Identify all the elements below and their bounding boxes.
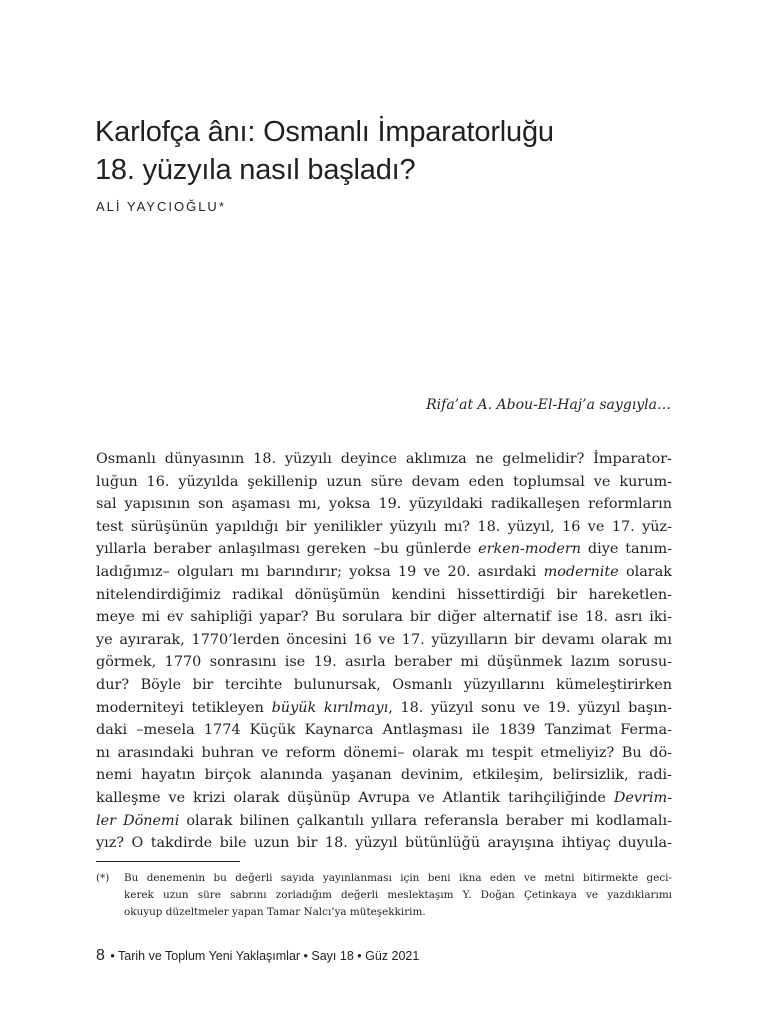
italic-term: Devrim-	[613, 789, 672, 806]
page-number: 8	[96, 947, 105, 964]
body-line: ye ayırarak, 1770’lerden öncesini 16 ve 17. yüzyılların bir devamı olarak mı	[96, 631, 672, 648]
body-text-run: kalleşme ve krizi olarak düşünüp Avrupa ve Atlantik tarihçiliğinde	[96, 789, 614, 806]
footnote-text	[124, 870, 672, 921]
footnote-line: okuyup düzeltmeler yapan Tamar Nalcı’ya müteşekkirim.	[124, 906, 426, 918]
body-paragraph	[96, 448, 672, 855]
article-title-line-2: 18. yüzyıla nasıl başladı?	[95, 154, 416, 186]
body-line	[96, 810, 672, 833]
body-line: nitelendirdiğimiz radikal dönüşümün kendini hissettirdiği bir hareketlen-	[96, 586, 672, 603]
author-name: ALİ YAYCIOĞLU*	[96, 199, 226, 214]
body-line	[96, 561, 672, 584]
body-line: test sürüşünün yapıldığı bir yenilikler yüzyılı mı? 18. yüzyıl, 16 ve 17. yüz-	[96, 518, 672, 535]
body-line: daki –mesela 1774 Küçük Kaynarca Antlaşması ile 1839 Tanzimat Ferma-	[96, 722, 672, 739]
body-text-run: , 18. yüzyıl sonu ve 19. yüzyıl başın-	[388, 699, 673, 716]
dedication: Rifa’at A. Abou-El-Haj’a saygıyla…	[426, 397, 671, 413]
body-text-run: olarak bilinen çalkantılı yıllara referansla beraber mi kodlamalı-	[179, 812, 672, 829]
italic-term: modernite	[543, 563, 619, 580]
footnote-line: kerek uzun süre sabrını zorladığım değerli meslektaşım Y. Doğan Çetinkaya ve yazdıklarımı	[124, 889, 672, 901]
footnote-divider	[96, 861, 240, 862]
body-line: luğun 16. yüzyılda şekillenip uzun süre devam eden toplumsal ve kurum-	[96, 473, 672, 490]
body-line	[96, 697, 672, 720]
body-line	[96, 538, 672, 561]
body-text-run: yıllarla beraber anlaşılması gereken –bu günlerde	[96, 541, 479, 558]
body-line: nemi hayatın birçok alanında yaşanan devinim, etkileşim, belirsizlik, radi-	[96, 767, 672, 784]
body-line: yız? O takdirde bile uzun bir 18. yüzyıl bütünlüğü arayışına ihtiyaç duyula-	[96, 835, 672, 852]
body-line: sal yapısının son aşaması mı, yoksa 19. yüzyıldaki radikalleşen reformların	[96, 496, 672, 513]
body-line: nı arasındaki buhran ve reform dönemi– olarak mı tespit etmeliyiz? Bu dö-	[96, 744, 672, 761]
footnote-line: Bu denemenin bu değerli sayıda yayınlanması için beni ikna eden ve metni bitirmekte geci-	[124, 872, 672, 884]
body-text-run: diye tanım-	[581, 541, 672, 558]
italic-term: büyük kırılmayı	[271, 699, 389, 716]
article-title	[95, 113, 695, 189]
body-line: dur? Böyle bir tercihte bulunursak, Osmanlı yüzyıllarını kümeleştirirken	[96, 676, 672, 693]
footnote-marker: (*)	[96, 872, 110, 884]
article-title-line-1: Karlofça ânı: Osmanlı İmparatorluğu	[95, 116, 554, 148]
body-line	[96, 787, 672, 810]
italic-term: erken-modern	[478, 541, 582, 558]
running-footer: • Tarih ve Toplum Yeni Yaklaşımlar • Sayı 18 • Güz 2021	[110, 949, 420, 963]
body-text-run: olarak	[618, 563, 672, 580]
page-footer	[96, 947, 419, 965]
italic-term: ler Dönemi	[96, 812, 180, 829]
body-line: Osmanlı dünyasının 18. yüzyılı deyince aklımıza ne gelmelidir? İmparator-	[96, 451, 672, 467]
body-text-run: ladığımız– olguları mı barındırır; yoksa 19 ve 20. asırdaki	[96, 563, 544, 580]
body-text-run: moderniteyi tetikleyen	[96, 699, 272, 716]
body-line: görmek, 1770 sonrasını ise 19. asırla beraber mi düşünmek lazım sorusu-	[96, 654, 672, 671]
body-line: meye mi ev sahipliği yapar? Bu sorulara bir diğer alternatif ise 18. asrı iki-	[96, 609, 672, 626]
